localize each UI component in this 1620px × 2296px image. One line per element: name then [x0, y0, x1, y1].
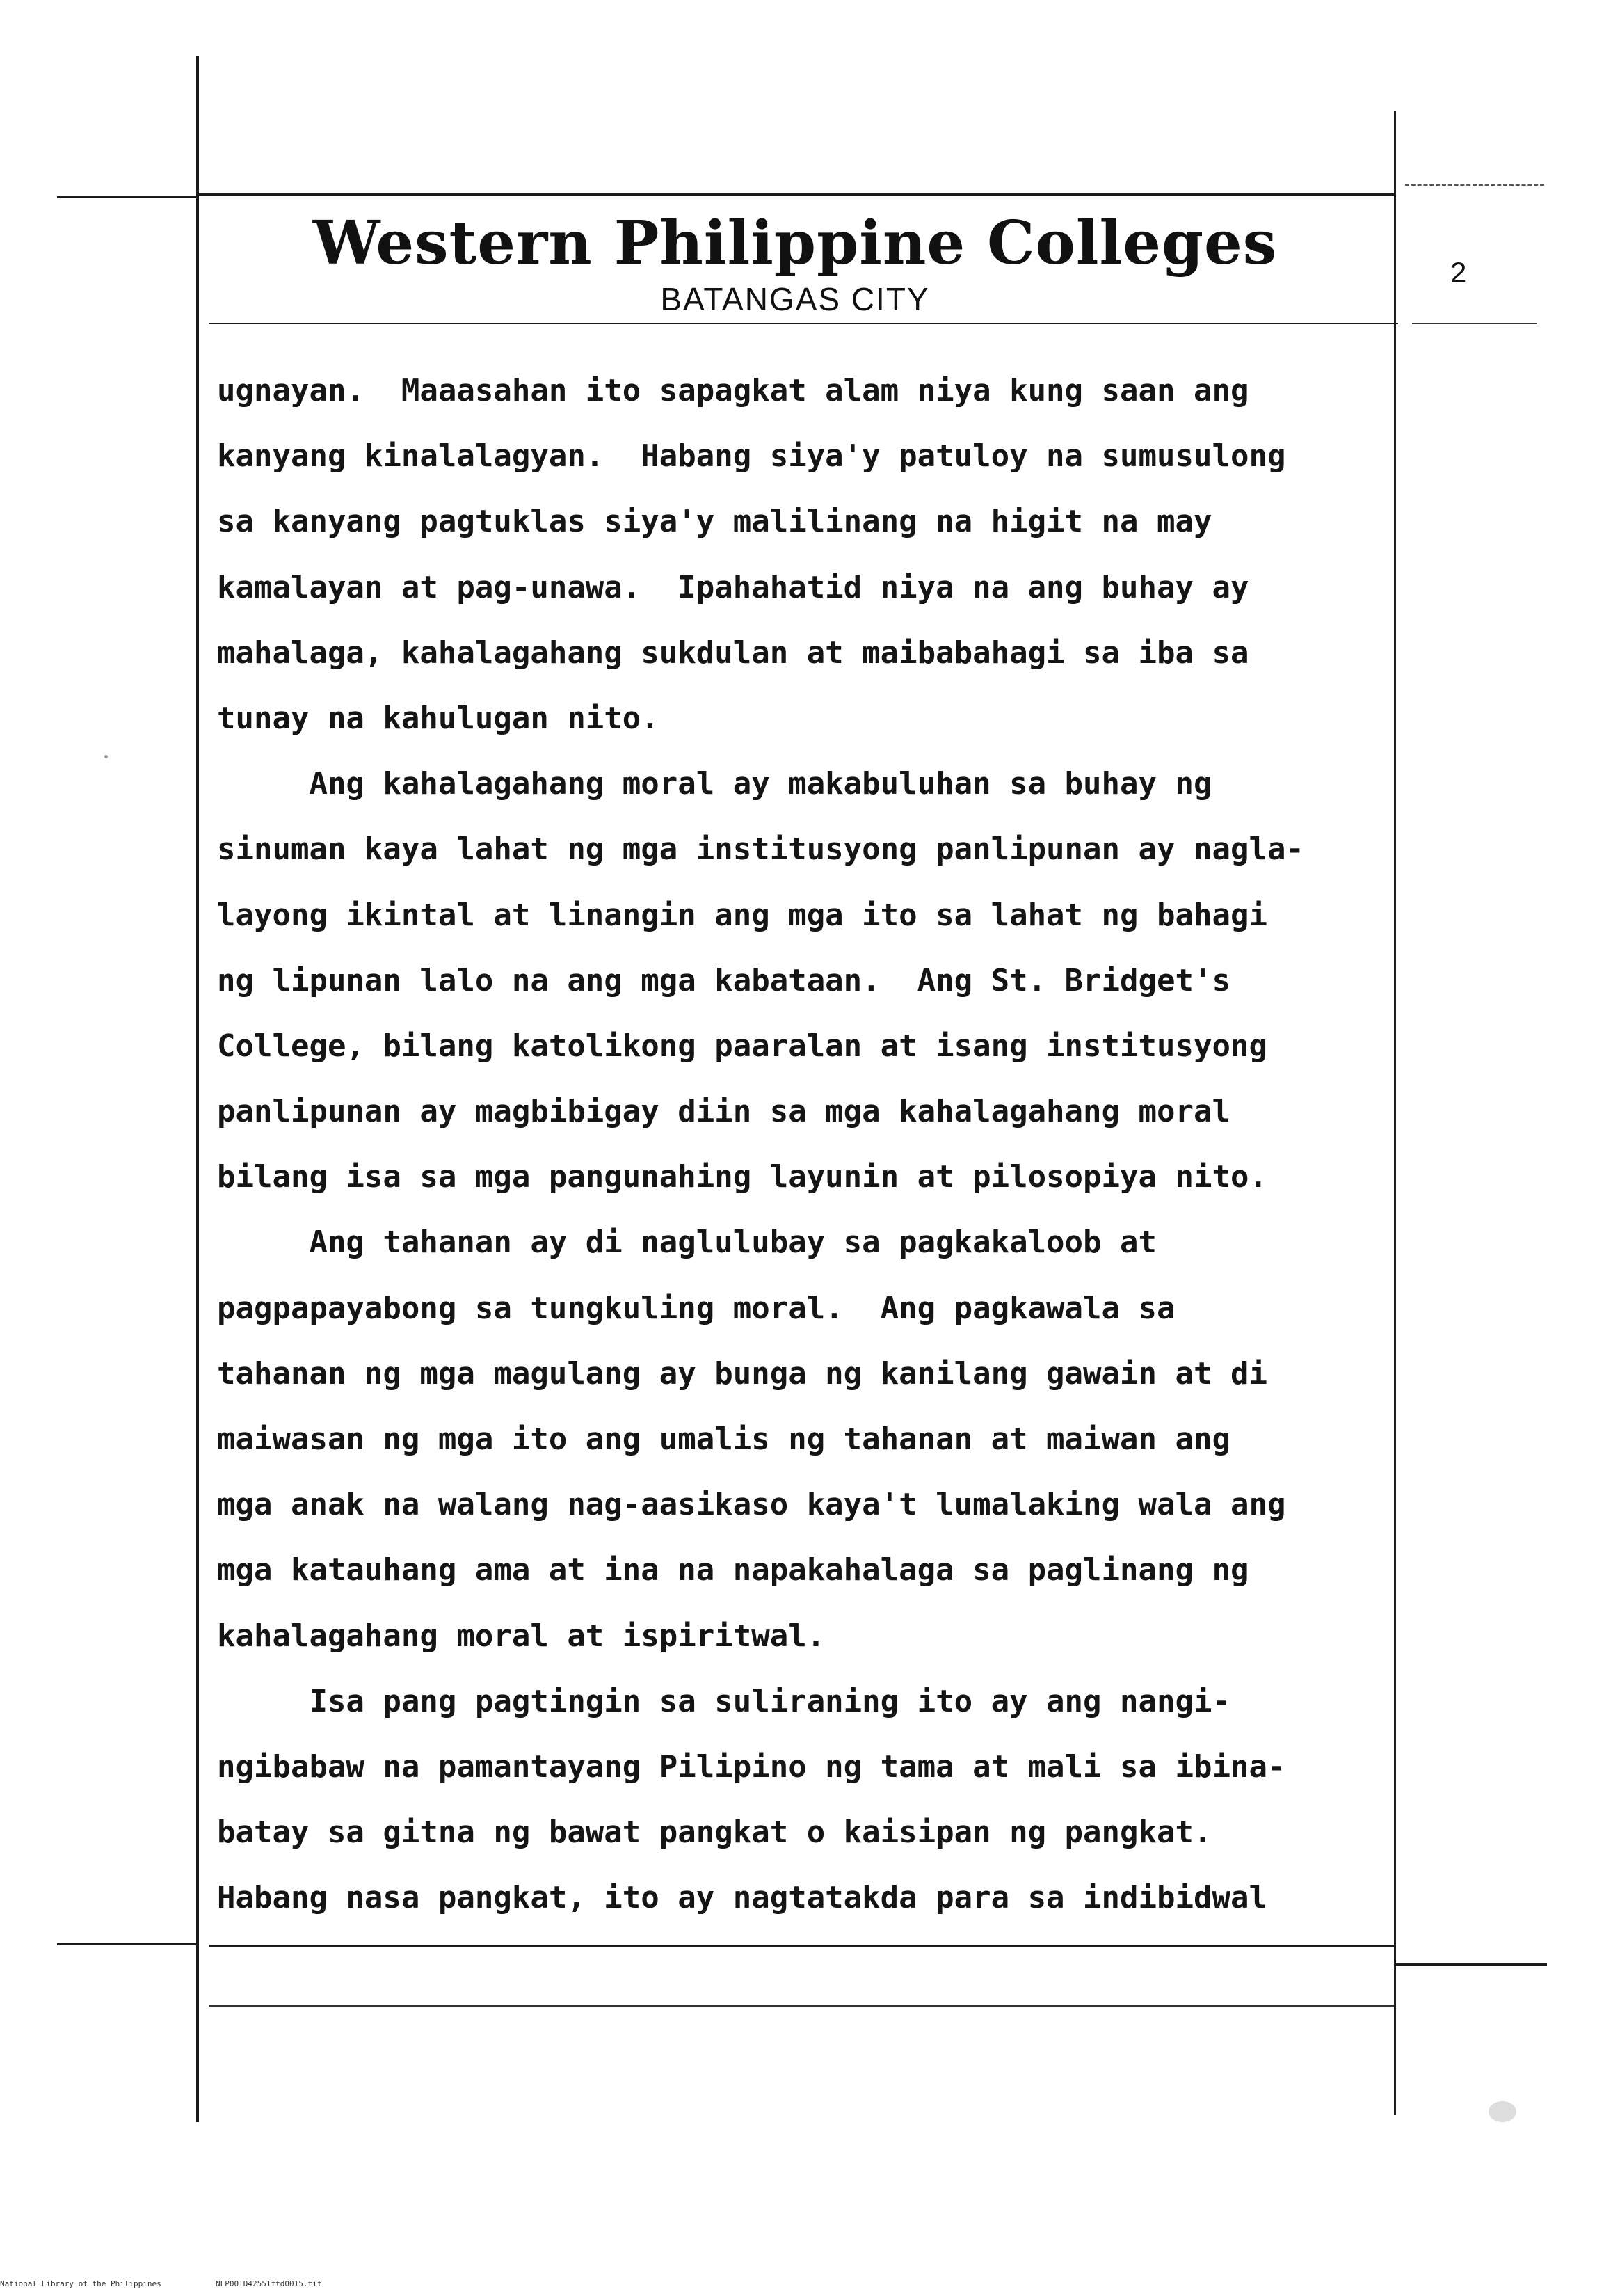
- text-line: College, bilang katolikong paaralan at isang institusyong: [217, 1028, 1267, 1064]
- text-line: ugnayan. Maaasahan ito sapagkat alam niya kung saan ang: [217, 373, 1249, 408]
- text-line: sa kanyang pagtuklas siya'y malilinang na higit na may: [217, 504, 1212, 540]
- text-line: Isa pang pagtingin sa suliraning ito ay ang nangi-: [217, 1683, 1230, 1719]
- footer-rule: [209, 2005, 1394, 2007]
- text-line: tunay na kahulugan nito.: [217, 700, 659, 736]
- text-line: maiwasan ng mga ito ang umalis ng tahanan at maiwan ang: [217, 1421, 1230, 1457]
- top-rule-left: [57, 196, 196, 198]
- top-rule-right: [1405, 184, 1544, 186]
- top-rule: [196, 193, 1394, 196]
- right-margin-rule: [1394, 111, 1396, 2115]
- text-line: batay sa gitna ng bawat pangkat o kaisipan ng pangkat.: [217, 1815, 1212, 1851]
- bottom-rule: [209, 1945, 1394, 1947]
- institution-city: BATANGAS CITY: [660, 281, 930, 317]
- text-line: Habang nasa pangkat, ito ay nagtatakda para sa indibidwal: [217, 1880, 1267, 1916]
- text-line: mga anak na walang nag-aasikaso kaya't lumalaking wala ang: [217, 1487, 1286, 1523]
- text-line: kahalagahang moral at ispiritwal.: [217, 1618, 826, 1654]
- scan-speck: [104, 755, 108, 758]
- text-line: mahalaga, kahalagahang sukdulan at maibabahagi sa iba sa: [217, 635, 1249, 671]
- left-margin-rule: [196, 56, 199, 2122]
- bottom-rule-left: [57, 1943, 196, 1945]
- text-line: sinuman kaya lahat ng mga institusyong panlipunan ay nagla-: [217, 831, 1304, 868]
- text-line: ngibabaw na pamantayang Pilipino ng tama at mali sa ibina-: [217, 1748, 1286, 1785]
- text-line: panlipunan ay magbibigay diin sa mga kahalagahang moral: [217, 1094, 1230, 1130]
- text-line: pagpapayabong sa tungkuling moral. Ang pagkawala sa: [217, 1290, 1176, 1326]
- body-text: [217, 358, 1393, 1931]
- scan-speck: [1489, 2101, 1516, 2122]
- text-line: tahanan ng mga magulang ay bunga ng kanilang gawain at di: [217, 1355, 1267, 1392]
- text-line: layong ikintal at linangin ang mga ito sa lahat ng bahagi: [217, 897, 1267, 933]
- text-line: bilang isa sa mga pangunahing layunin at pilosopiya nito.: [217, 1159, 1267, 1195]
- header-rule-right: [1412, 323, 1537, 324]
- text-line: Ang kahalagahang moral ay makabuluhan sa buhay ng: [217, 766, 1212, 802]
- text-line: kamalayan at pag-unawa. Ipahahatid niya na ang buhay ay: [217, 569, 1249, 605]
- header-rule: [209, 323, 1398, 324]
- institution-masthead: Western Philippine Colleges: [312, 208, 1278, 278]
- text-line: ng lipunan lalo na ang mga kabataan. Ang St. Bridget's: [217, 962, 1230, 998]
- footer-library: National Library of the Philippines: [0, 2279, 161, 2288]
- text-line: Ang tahanan ay di naglulubay sa pagkakaloob at: [217, 1225, 1157, 1261]
- page-number: 2: [1450, 256, 1467, 289]
- text-line: mga katauhang ama at ina na napakahalaga sa paglinang ng: [217, 1552, 1249, 1588]
- bottom-rule-right: [1394, 1963, 1547, 1966]
- footer-filename: NLP00TD42551ftd0015.tif: [216, 2279, 322, 2288]
- text-line: kanyang kinalalagyan. Habang siya'y patuloy na sumusulong: [217, 438, 1286, 475]
